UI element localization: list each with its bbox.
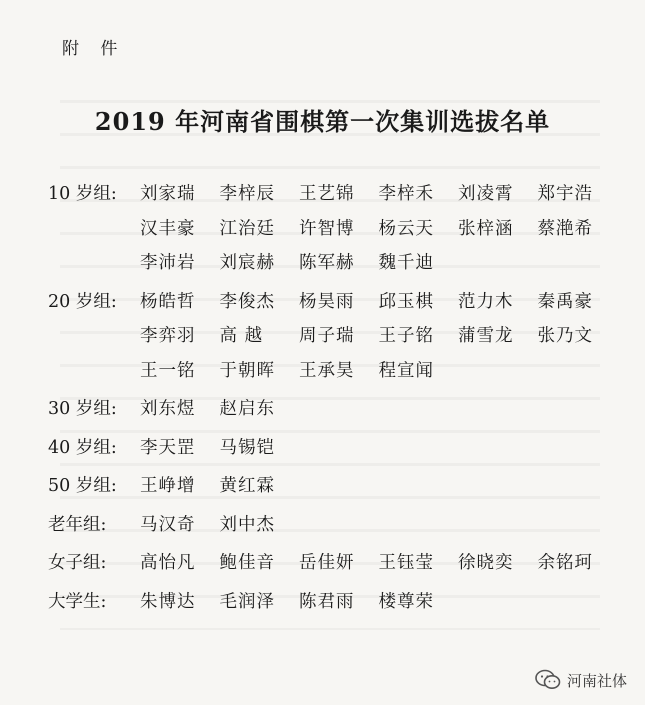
group-label: 40 岁组:	[48, 437, 117, 458]
group-3	[48, 434, 638, 469]
member-name: 马锡铠	[219, 437, 275, 458]
member-name: 邱玉棋	[378, 291, 434, 312]
member-name: 蒲雪龙	[458, 326, 514, 346]
group-6	[48, 549, 638, 584]
member-name: 岳佳妍	[299, 553, 355, 573]
group-label: 20 岁组:	[48, 291, 117, 312]
group-label: 老年组:	[48, 514, 107, 535]
member-name: 赵启东	[219, 399, 275, 419]
member-name: 杨皓哲	[140, 291, 196, 312]
watermark	[535, 669, 627, 691]
member-name: 朱博达	[140, 591, 196, 612]
group-label: 大学生:	[48, 591, 107, 612]
group-0	[48, 180, 638, 284]
member-name: 马汉奇	[140, 514, 196, 535]
member-name: 李天罡	[140, 437, 196, 458]
watermark-text: 河南社体	[566, 671, 627, 690]
member-name: 郑宇浩	[537, 184, 593, 204]
member-name: 高怡凡	[140, 553, 196, 573]
member-name: 周子瑞	[299, 326, 355, 346]
member-name: 王子铭	[378, 326, 434, 346]
member-name: 蔡滟希	[537, 218, 593, 239]
member-name: 高 越	[219, 326, 264, 346]
member-name: 许智博	[299, 218, 355, 239]
member-name: 刘东煜	[140, 399, 196, 419]
member-name: 李梓禾	[378, 184, 434, 204]
member-name: 魏千迪	[378, 253, 434, 273]
group-label: 女子组:	[48, 553, 107, 573]
wechat-icon	[535, 669, 561, 691]
group-4	[48, 472, 638, 507]
member-name: 刘凌霄	[458, 184, 514, 204]
member-name: 陈君雨	[299, 591, 355, 612]
member-name: 李梓辰	[219, 184, 275, 204]
member-name: 鲍佳音	[219, 553, 275, 573]
group-1	[48, 288, 638, 392]
member-name: 江治廷	[219, 218, 275, 239]
member-name: 王峥增	[140, 476, 196, 496]
group-2	[48, 395, 638, 430]
member-name: 楼尊荣	[378, 591, 434, 612]
member-name: 刘中杰	[219, 514, 275, 535]
member-name: 刘宸赫	[219, 253, 275, 273]
member-name: 余铭珂	[537, 553, 593, 573]
member-name: 张梓涵	[458, 218, 514, 239]
member-name: 李弈羽	[140, 326, 196, 346]
member-name: 程宣闻	[378, 360, 434, 381]
member-name: 王艺锦	[299, 184, 355, 204]
member-name: 刘家瑞	[140, 184, 196, 204]
member-name: 杨昊雨	[299, 291, 355, 312]
member-name: 王承昊	[299, 360, 355, 381]
member-name: 毛润泽	[219, 591, 275, 612]
document-title: 2019 年河南省围棋第一次集训选拔名单	[94, 107, 551, 136]
group-label: 30 岁组:	[48, 399, 117, 419]
member-name: 张乃文	[537, 326, 593, 346]
member-name: 于朝晖	[219, 360, 275, 381]
member-name: 李俊杰	[219, 291, 275, 312]
member-name: 汉丰豪	[140, 218, 196, 239]
group-5	[48, 511, 638, 546]
member-name: 黄红霖	[219, 476, 275, 496]
group-label: 10 岁组:	[48, 184, 117, 204]
group-label: 50 岁组:	[48, 476, 117, 496]
member-name: 秦禹豪	[537, 291, 593, 312]
member-name: 杨云天	[378, 218, 434, 239]
attachment-label: 附 件	[62, 39, 126, 59]
member-name: 王一铭	[140, 360, 196, 381]
member-name: 李沛岩	[140, 253, 196, 273]
group-7	[48, 588, 638, 623]
member-name: 王钰莹	[378, 553, 434, 573]
member-name: 徐晓奕	[458, 553, 514, 573]
member-name: 陈军赫	[299, 253, 355, 273]
member-name: 范力木	[458, 291, 514, 312]
